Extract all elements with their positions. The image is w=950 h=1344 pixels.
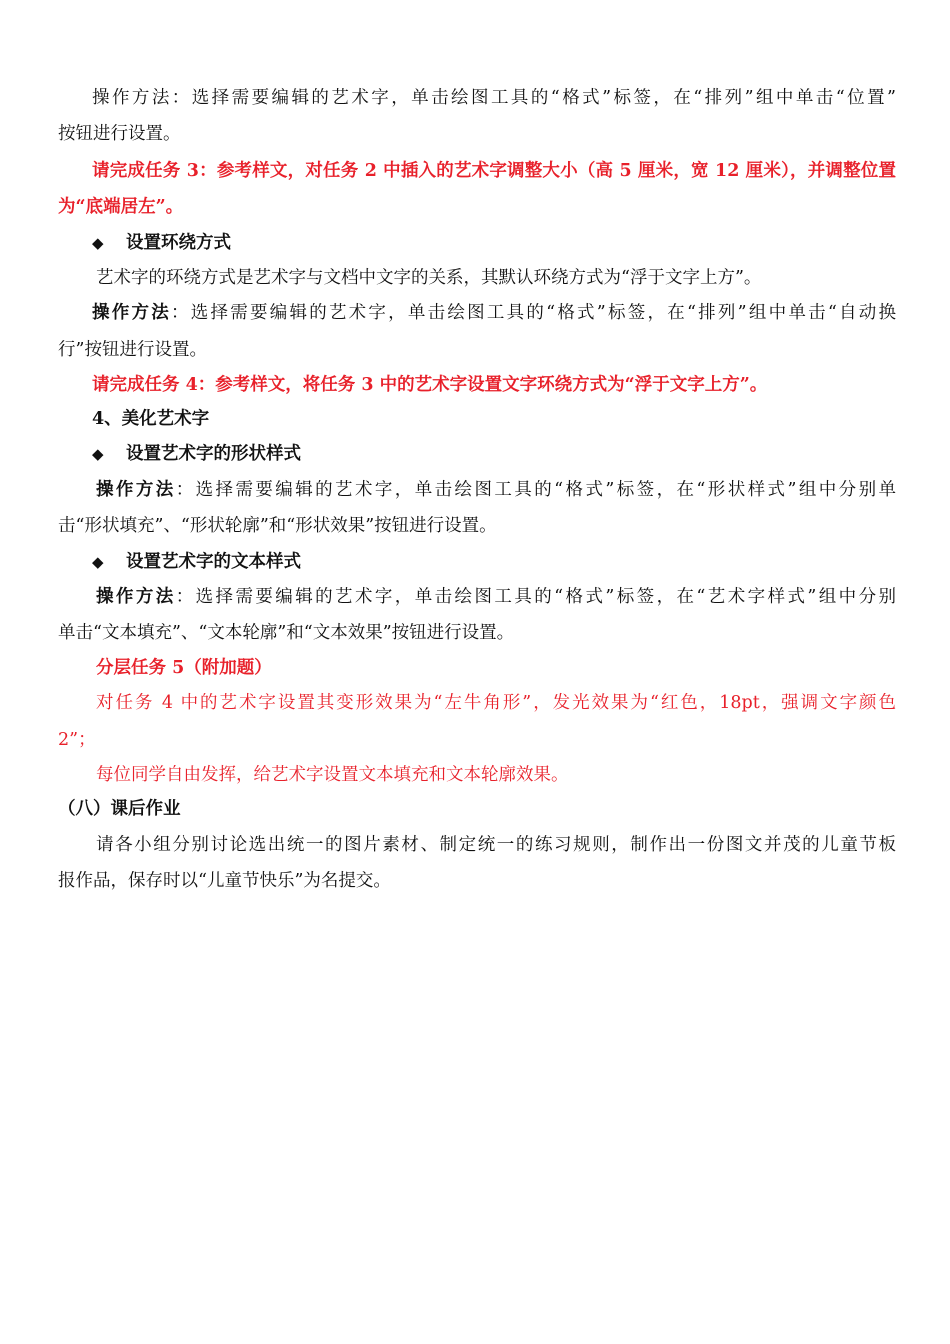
wrap-heading	[92, 231, 930, 255]
wrap-description: 艺术字的环绕方式是艺术字与文档中文字的关系，其默认环绕方式为“浮于文字上方”。	[96, 268, 762, 288]
task3-line1: 请完成任务 3：参考样文，对任务 2 中插入的艺术字调整大小（高 5 厘米，宽 12 厘米），并调整位置	[92, 161, 896, 181]
method-label: 操作方法	[96, 480, 176, 500]
method-text: ：选择需要编辑的艺术字，单击绘图工具的“格式”标签，在“排列”组中单击“自动换	[170, 303, 897, 323]
shape-style-method-line2: 击“形状填充”、“形状轮廓”和“形状效果”按钮进行设置。	[58, 516, 497, 536]
diamond-bullet-icon: ◆	[92, 445, 104, 463]
section4-heading: 4、美化艺术字	[92, 409, 210, 429]
method-label: 操作方法	[96, 587, 176, 607]
task3-line2: 为“底端居左”。	[58, 197, 184, 217]
text-style-heading-text: 设置艺术字的文本样式	[126, 552, 301, 572]
wrap-heading-text: 设置环绕方式	[126, 233, 231, 253]
text-style-method-line1	[58, 585, 896, 609]
task5-line1: 对任务 4 中的艺术字设置其变形效果为“左牛角形”，发光效果为“红色，18pt，强调文字颜色	[96, 693, 896, 713]
method-label: 操作方法	[92, 303, 171, 323]
method-text: ：选择需要编辑的艺术字，单击绘图工具的“格式”标签，在“形状样式”组中分别单	[175, 480, 896, 500]
wrap-method-line2: 行”按钮进行设置。	[58, 340, 207, 360]
method-position-line1: 操作方法：选择需要编辑的艺术字，单击绘图工具的“格式”标签，在“排列”组中单击“位置”	[92, 88, 896, 108]
method-position-line2: 按钮进行设置。	[58, 124, 181, 144]
task5-line2: 2”；	[58, 730, 96, 750]
shape-style-method-line1	[58, 478, 896, 502]
shape-style-heading	[92, 442, 930, 466]
task4-line: 请完成任务 4：参考样文，将任务 3 中的艺术字设置文字环绕方式为“浮于文字上方”。	[92, 375, 768, 395]
diamond-bullet-icon: ◆	[92, 553, 104, 571]
task5-heading: 分层任务 5（附加题）	[96, 658, 272, 678]
homework-heading: （八）课后作业	[58, 799, 181, 819]
task5-line3: 每位同学自由发挥，给艺术字设置文本填充和文本轮廓效果。	[96, 765, 569, 785]
text-style-method-line2: 单击“文本填充”、“文本轮廓”和“文本效果”按钮进行设置。	[58, 623, 515, 643]
diamond-bullet-icon: ◆	[92, 234, 104, 252]
shape-style-heading-text: 设置艺术字的形状样式	[126, 444, 301, 464]
method-text: ：选择需要编辑的艺术字，单击绘图工具的“格式”标签，在“艺术字样式”组中分别	[175, 587, 896, 607]
homework-line2: 报作品，保存时以“儿童节快乐”为名提交。	[58, 871, 391, 891]
text-style-heading	[92, 550, 930, 574]
homework-line1: 请各小组分别讨论选出统一的图片素材、制定统一的练习规则，制作出一份图文并茂的儿童节板	[96, 835, 896, 855]
wrap-method-line1	[58, 301, 896, 325]
